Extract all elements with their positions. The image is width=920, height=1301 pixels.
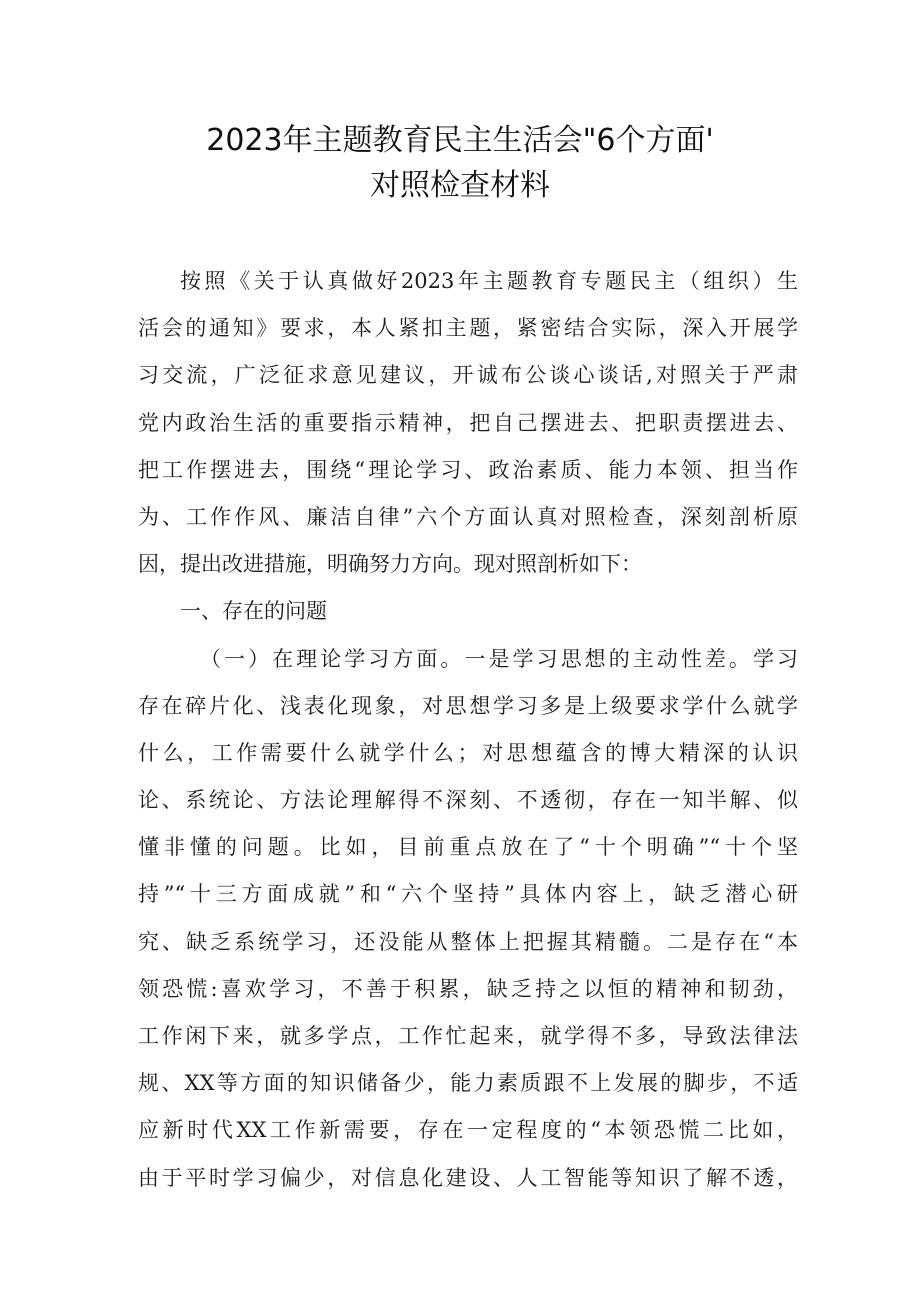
document-title — [0, 118, 920, 208]
paragraph-2-line: 什么，工作需要什么就学什么；对思想蕴含的博大精深的认识 — [138, 740, 798, 765]
document-body — [138, 258, 798, 1202]
paragraph-2-line: 持”“十三方面成就”和“六个坚持”具体内容上，缺乏潜心研 — [138, 882, 798, 907]
paragraph-1-line: 活会的通知》要求，本人紧扣主题，紧密结合实际，深入开展学 — [138, 316, 798, 341]
paragraph-2-line: 论、系统论、方法论理解得不深刻、不透彻，存在一知半解、似 — [138, 788, 798, 813]
paragraph-1-line: 党内政治生活的重要指示精神，把自己摆进去、把职责摆进去、 — [138, 410, 798, 435]
paragraph-1-line: 按照《关于认真做好2023年主题教育专题民主（组织）生 — [180, 269, 798, 293]
paragraph-2-line: （一）在理论学习方面。一是学习思想的主动性差。学习 — [200, 646, 798, 671]
paragraph-1-line: 因，提出改进措施，明确努力方向。现对照剖析如下： — [138, 552, 642, 577]
paragraph-1-line: 为、工作作风、廉洁自律”六个方面认真对照检查，深刻剖析原 — [138, 504, 798, 529]
paragraph-2-line: 由于平时学习偏少，对信息化建设、人工智能等知识了解不透， — [138, 1165, 798, 1190]
paragraph-2-line: 应新时代XX工作新需要，存在一定程度的“本领恐慌二比如， — [138, 1118, 798, 1143]
title-line-1: 2023年主题教育民主生活会"6个方面' — [206, 123, 714, 158]
title-line-2: 对照检查材料 — [370, 168, 550, 203]
paragraph-2-line: 存在碎片化、浅表化现象，对思想学习多是上级要求学什么就学 — [138, 693, 798, 718]
paragraph-1-line: 习交流，广泛征求意见建议，开诚布公谈心谈话,对照关于严肃 — [138, 363, 798, 388]
paragraph-2-line: 究、缺乏系统学习，还没能从整体上把握其精髓。二是存在“本 — [138, 929, 798, 954]
paragraph-1-line: 把工作摆进去，围绕“理论学习、政治素质、能力本领、担当作 — [138, 457, 798, 482]
paragraph-2-line: 懂非懂的问题。比如，目前重点放在了“十个明确”“十个坚 — [138, 835, 798, 860]
paragraph-2-line: 工作闲下来，就多学点，工作忙起来，就学得不多，导致法律法 — [138, 1024, 798, 1048]
paragraph-2-line: 规、XX等方面的知识储备少，能力素质跟不上发展的脚步，不适 — [138, 1071, 798, 1096]
section-heading: 一、存在的问题 — [180, 599, 327, 624]
paragraph-2-line: 领恐慌:喜欢学习，不善于积累，缺乏持之以恒的精神和韧劲， — [138, 976, 798, 1001]
